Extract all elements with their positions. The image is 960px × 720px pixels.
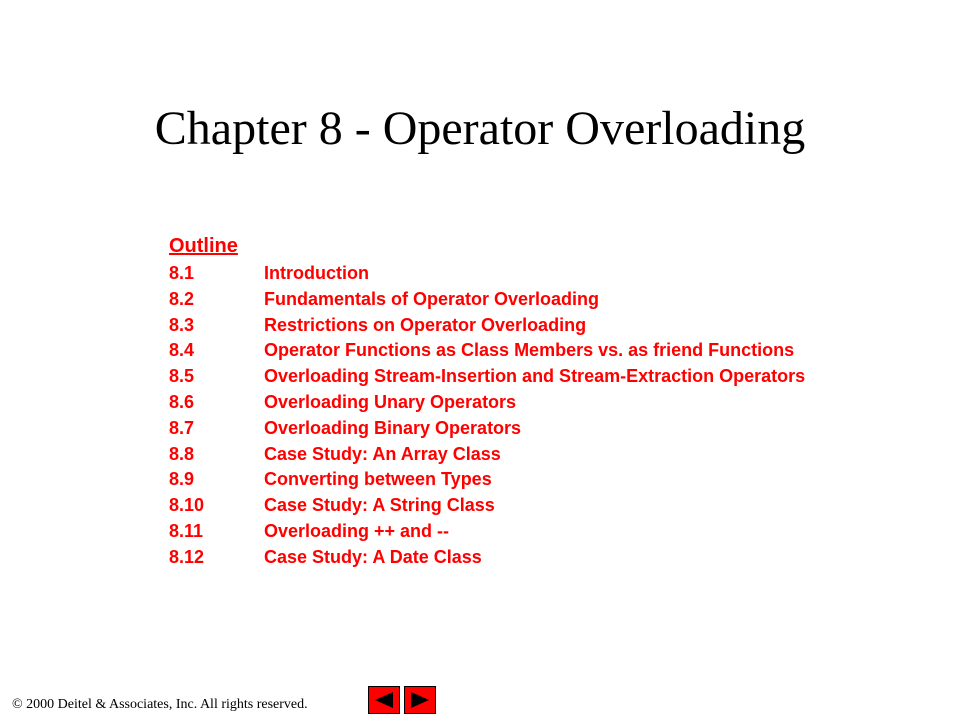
outline-item-label: Overloading Binary Operators bbox=[264, 417, 522, 438]
next-slide-button[interactable] bbox=[404, 686, 436, 714]
outline-item-label: Case Study: An Array Class bbox=[264, 443, 501, 464]
outline-item-label: Overloading ++ and -- bbox=[264, 520, 450, 541]
triangle-right-icon bbox=[409, 691, 431, 709]
outline-item-number: 8.10 bbox=[169, 495, 205, 516]
outline-item bbox=[169, 261, 805, 287]
outline-item-label: Fundamentals of Operator Overloading bbox=[264, 288, 600, 309]
outline-item-number: 8.5 bbox=[169, 366, 195, 387]
outline-item-label: Restrictions on Operator Overloading bbox=[264, 314, 587, 335]
outline-item bbox=[169, 545, 805, 571]
outline bbox=[169, 234, 805, 571]
copyright-footer: © 2000 Deitel & Associates, Inc. All rights reserved. bbox=[12, 697, 308, 712]
outline-item-label: Case Study: A Date Class bbox=[264, 546, 482, 567]
outline-item-number: 8.4 bbox=[169, 340, 195, 361]
outline-item-number: 8.9 bbox=[169, 469, 195, 490]
slide-navigation bbox=[368, 686, 436, 714]
outline-item bbox=[169, 287, 805, 313]
outline-item-label: Introduction bbox=[264, 263, 369, 283]
outline-item-number: 8.12 bbox=[169, 546, 205, 567]
outline-item-number: 8.2 bbox=[169, 288, 195, 309]
slide-title: Chapter 8 - Operator Overloading bbox=[154, 102, 806, 155]
outline-item bbox=[169, 313, 805, 339]
outline-item bbox=[169, 416, 805, 442]
outline-item-label: Overloading Unary Operators bbox=[264, 391, 517, 412]
outline-item-label: Operator Functions as Class Members vs. as friend Functions bbox=[264, 340, 795, 361]
outline-heading: Outline bbox=[169, 235, 238, 257]
outline-item bbox=[169, 467, 805, 493]
outline-item bbox=[169, 390, 805, 416]
outline-item-label: Overloading Stream-Insertion and Stream-Extraction Operators bbox=[264, 366, 806, 387]
outline-item bbox=[169, 442, 805, 468]
outline-item bbox=[169, 493, 805, 519]
outline-item-number: 8.11 bbox=[169, 520, 204, 541]
outline-item-number: 8.6 bbox=[169, 391, 195, 412]
outline-item bbox=[169, 519, 805, 545]
outline-item bbox=[169, 338, 805, 364]
outline-item-label: Converting between Types bbox=[264, 469, 492, 490]
outline-item-number: 8.3 bbox=[169, 314, 195, 335]
outline-item-label: Case Study: A String Class bbox=[264, 495, 495, 516]
previous-slide-button[interactable] bbox=[368, 686, 400, 714]
outline-item-number: 8.8 bbox=[169, 443, 195, 464]
outline-item bbox=[169, 364, 805, 390]
triangle-left-icon bbox=[373, 691, 395, 709]
outline-item-number: 8.7 bbox=[169, 417, 195, 438]
outline-item-number: 8.1 bbox=[169, 263, 195, 283]
outline-list bbox=[169, 261, 805, 571]
